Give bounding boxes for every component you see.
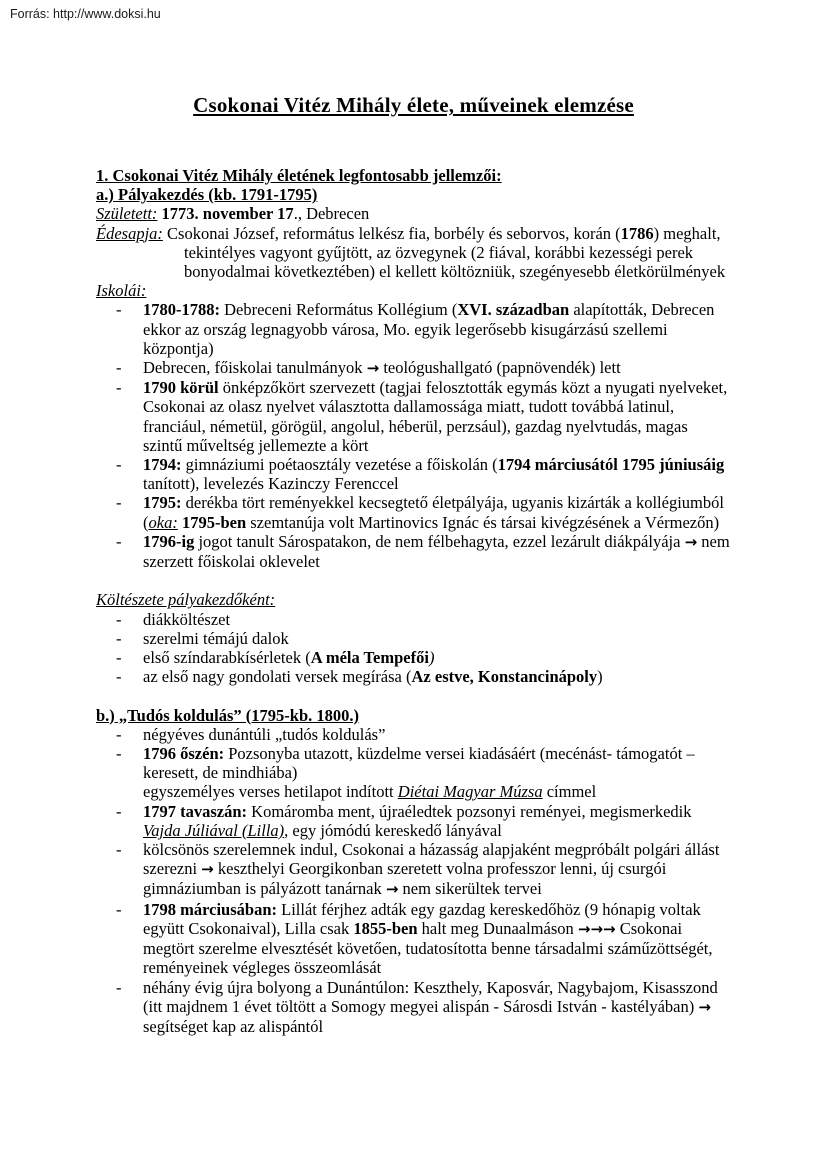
schools-label: [96, 281, 730, 300]
text-segment: 1795:: [143, 493, 182, 513]
text-segment: XVI. században: [457, 300, 570, 320]
bullet-item: [96, 900, 730, 978]
bullet-item: [96, 802, 730, 840]
section-1b-heading: [96, 706, 730, 725]
text-segment: ): [597, 667, 603, 687]
bullet-dash: -: [116, 378, 122, 398]
bullet-item: [96, 744, 730, 782]
bullet-dash: -: [116, 628, 122, 648]
bullet-dash: -: [116, 977, 122, 997]
bullet-item: [96, 358, 730, 378]
arrow-icon: →: [590, 919, 604, 938]
bullet-dash: -: [116, 667, 122, 687]
poetry-label: [96, 590, 730, 609]
text-segment: 1795-ben: [177, 512, 247, 532]
bullet-item: [96, 840, 730, 900]
text-segment: szemtanúja volt Martinovics Ignác és társai kivégzésének a Vérmezőn): [246, 512, 720, 532]
text-segment: 1786: [620, 223, 654, 243]
section-1a-heading: [96, 185, 730, 204]
text-segment: diákköltészet: [143, 609, 231, 629]
text-segment: Az estve, Konstancinápoly: [411, 667, 598, 687]
text-segment: oka:: [148, 512, 178, 532]
bullet-item: [96, 978, 730, 1037]
bullet-dash: -: [116, 358, 122, 378]
text-segment: Lillát férjhez adták egy gazdag kereskedőhöz (9 hónapig voltak együtt Csokonaival), Lilla csak: [143, 899, 701, 938]
bullet-dash: -: [116, 300, 122, 320]
text-segment: 1796 őszén:: [143, 744, 225, 764]
father-paragraph: [96, 224, 730, 282]
text-segment: Iskolái:: [96, 281, 147, 301]
text-segment: 1796-ig: [143, 531, 195, 551]
text-segment: halt meg Dunaalmáson →→→ Csokonai megtört szerelme elvesztését követően, tudatosította benne társadalmi száműzöttségét, reményeinek végleges összeomlását: [143, 918, 713, 978]
text-segment: 1. Csokonai Vitéz Mihály életének legfontosabb jellemzői:: [96, 166, 502, 185]
bullet-dash: -: [116, 899, 122, 919]
section-1-heading: [96, 166, 730, 185]
text-segment: b.) „Tudós koldulás” (1795-kb. 1800.): [96, 705, 360, 725]
text-segment: Diétai Magyar Múzsa: [397, 782, 543, 802]
text-segment: Csokonai József, református lelkész fia, borbély és seborvos, korán (: [162, 223, 621, 243]
text-segment: , egy jómódú kereskedő lányával: [284, 820, 502, 840]
bullet-item: [96, 532, 730, 571]
text-segment: 1794:: [143, 455, 182, 475]
text-segment: szerelmi témájú dalok: [143, 628, 289, 648]
bullet-continuation: [96, 782, 730, 801]
arrow-icon: →: [684, 532, 698, 551]
text-segment: alapították, Debrecen ekkor az ország legnagyobb városa, Mo. egyik legerősebb kisugárzású szellemi központja): [143, 300, 715, 358]
bullet-item: [96, 725, 730, 744]
bullet-dash: -: [116, 801, 122, 821]
text-segment: ., Debrecen: [293, 204, 370, 224]
arrow-icon: →: [577, 919, 591, 938]
text-segment: Komáromba ment, újraéledtek pozsonyi reményei, megismerkedik: [247, 801, 692, 821]
bullet-item: [96, 378, 730, 455]
text-segment: néhány évig újra bolyong a Dunántúlon: Keszthely, Kaposvár, Nagybajom, Kisasszond (itt majdnem 1 évet töltött a Somogy megyei alispán - Sárosdi István - kastélyában) → segítséget kap az alispántól: [143, 977, 718, 1036]
arrow-icon: →: [603, 919, 616, 938]
bullet-item: [96, 300, 730, 358]
arrow-icon: →: [698, 997, 711, 1016]
bullet-dash: -: [116, 531, 122, 551]
bullet-dash: -: [116, 724, 122, 744]
bullet-item: [96, 667, 730, 686]
text-segment: 1780-1788:: [143, 300, 220, 320]
arrow-icon: →: [366, 359, 380, 378]
bullet-item: [96, 493, 730, 531]
text-segment: Született:: [96, 204, 158, 224]
text-segment: gimnáziumi poétaosztály vezetése a főiskolán (: [181, 455, 498, 475]
document-title: Csokonai Vitéz Mihály élete, műveinek elemzése: [193, 93, 634, 117]
spacer: [96, 686, 730, 705]
bullet-dash: -: [116, 455, 122, 475]
text-segment: A méla Tempefői: [310, 648, 429, 668]
text-segment: Debreceni Református Kollégium (: [220, 300, 458, 320]
text-segment: 1855-ben: [353, 918, 418, 938]
arrow-icon: →: [385, 880, 399, 899]
document-content: [96, 166, 730, 1036]
text-segment: négyéves dunántúli „tudós koldulás”: [143, 724, 386, 744]
text-segment: címmel: [542, 782, 597, 802]
bullet-dash: -: [116, 493, 122, 513]
text-segment: 1798 márciusában:: [143, 899, 277, 919]
bullet-dash: -: [116, 648, 122, 668]
text-segment: ) meghalt, tekintélyes vagyont gyűjtött, az özvegynek (2 fiával, korábbi kezességi perek bonyodalmai következtében) el kellett költözniük, szegényesebb életkörülmények: [184, 223, 726, 282]
text-segment: a.) Pályakezdés (kb. 1791-1795): [96, 185, 318, 205]
text-segment: önképzőkört szervezett (tagjai felosztották egymás közt a nyugati nyelveket, Csokonai az olasz nyelvet választotta dallamossága miatt, tudott továbbá latinul, franciául, németül, görögül, angolul, héberül, perzsául), gazdag nyelvtudás, magas szintű műveltség jellemezte a kört: [143, 378, 728, 455]
bullet-item: [96, 455, 730, 493]
text-segment: első színdarabkísérletek (: [143, 648, 311, 668]
text-segment: ): [428, 648, 435, 668]
text-segment: 1790 körül: [143, 378, 219, 398]
bullet-dash: -: [116, 609, 122, 629]
text-segment: Édesapja:: [96, 223, 163, 243]
bullet-item: [96, 648, 730, 667]
bullet-dash: -: [116, 840, 122, 860]
text-segment: egyszemélyes verses hetilapot indított: [143, 782, 398, 802]
text-segment: tanított), levelezés Kazinczy Ferenccel: [143, 474, 399, 494]
spacer: [96, 571, 730, 590]
text-segment: Vajda Júliával (Lilla): [143, 820, 285, 840]
text-segment: Debrecen, főiskolai tanulmányok → teológushallgató (papnövendék) lett: [143, 358, 621, 378]
text-segment: 1797 tavaszán:: [143, 801, 248, 821]
text-segment: jogot tanult Sárospatakon, de nem félbehagyta, ezzel lezárult diákpályája → nem szerzett főiskolai oklevelet: [143, 531, 730, 572]
text-segment: Pozsonyba utazott, küzdelme versei kiadásáért (mecénást- támogatót – keresett, de mindhiába): [143, 744, 695, 783]
text-segment: 1794 márciusától 1795 júniusáig: [497, 455, 725, 475]
source-header: Forrás: http://www.doksi.hu: [10, 7, 161, 21]
text-segment: 1773. november 17: [157, 204, 294, 224]
text-segment: kölcsönös szerelemnek indul, Csokonai a házasság alapjaként megpróbált polgári állást szerezni → keszthelyi Georgikonban szeretett volna professzor lenni, új csurgói gimnáziumban is pályázott tanárnak → nem sikerültek tervei: [143, 840, 720, 899]
text-segment: Költészete pályakezdőként:: [96, 590, 276, 610]
text-segment: az első nagy gondolati versek megírása (: [143, 667, 412, 687]
arrow-icon: →: [201, 860, 214, 879]
born-paragraph: [96, 204, 730, 223]
bullet-item: [96, 629, 730, 648]
bullet-dash: -: [116, 744, 122, 764]
text-segment: derékba tört reményekkel kecsegtető életpályája, ugyanis kizárták a kollégiumból (: [143, 493, 724, 532]
bullet-item: [96, 610, 730, 629]
